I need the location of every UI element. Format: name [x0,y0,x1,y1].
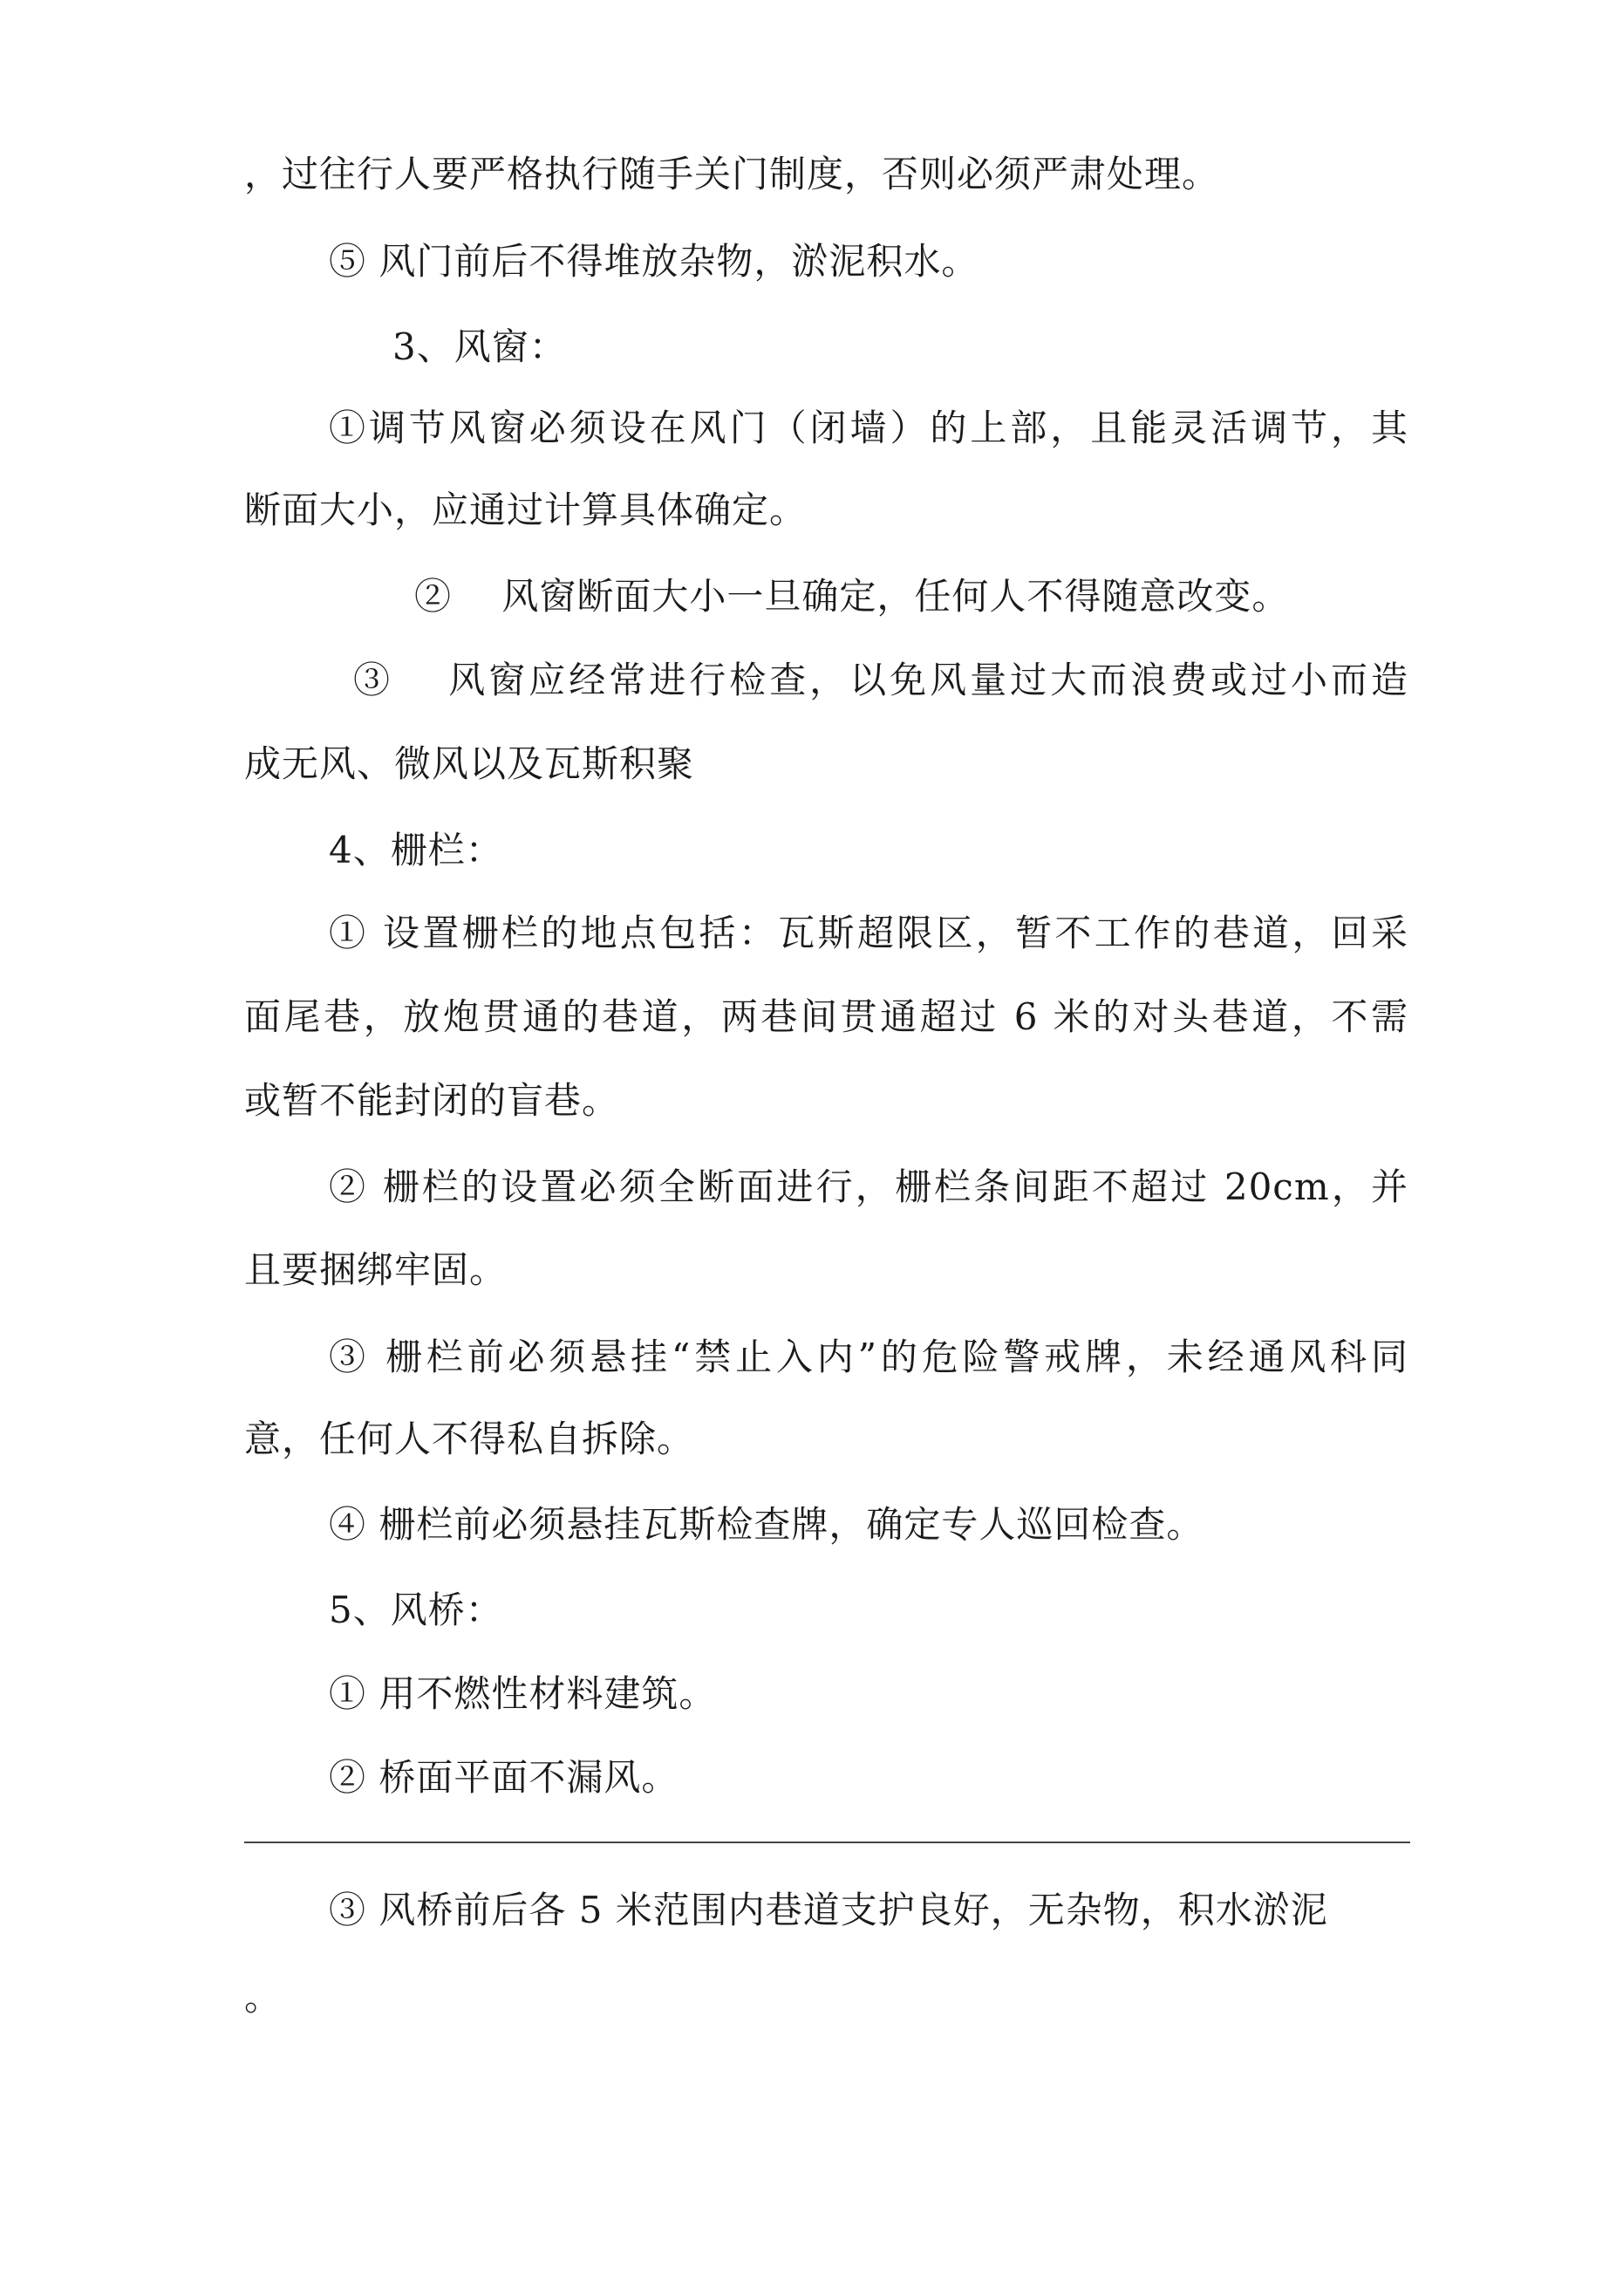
page-divider [244,1842,1410,1843]
text-line-20: ② 桥面平面不漏风。 [329,1756,679,1799]
text-line-19: ① 用不燃性材料建筑。 [329,1672,717,1715]
text-line-2: ⑤ 风门前后不得堆放杂物，淤泥积水。 [329,240,979,283]
text-line-14: 且要捆绑牢固。 [244,1248,508,1291]
text-line-21: ③ 风桥前后各 5 米范围内巷道支护良好，无杂物，积水淤泥 [329,1889,1328,1931]
section-heading-5: 5、风桥： [329,1589,503,1631]
text-line-12: 或暂不能封闭的盲巷。 [244,1079,620,1122]
text-line-7: ③ 风窗应经常进行检查，以免风量过大而浪费或过小而造 [353,659,1408,701]
text-line-6: ② 风窗断面大小一旦确定，任何人不得随意改变。 [414,575,1290,618]
text-line-10: ① 设置栅栏的地点包括：瓦斯超限区，暂不工作的巷道，回采 [329,912,1408,954]
text-line-15: ③ 栅栏前必须悬挂“禁止入内”的危险警戒牌，未经通风科同 [329,1336,1408,1378]
text-line-5: 断面大小，应通过计算具体确定。 [244,489,808,531]
text-line-17: ④ 栅栏前必须悬挂瓦斯检查牌，确定专人巡回检查。 [329,1503,1204,1546]
text-line-16: 意，任何人不得私自拆除。 [244,1418,695,1460]
text-line-13: ② 栅栏的设置必须全断面进行，栅栏条间距不超过 20cm，并 [329,1165,1408,1208]
text-line-4: ①调节风窗必须设在风门（闭墙）的上部，且能灵活调节，其 [329,407,1408,449]
text-line-1: ，过往行人要严格执行随手关门制度，否则必须严肃处理。 [244,153,1220,195]
section-heading-3: 3、风窗： [392,325,567,368]
text-line-22: 。 [244,1976,283,2019]
text-line-11: 面尾巷，放炮贯通的巷道，两巷间贯通超过 6 米的对头巷道，不需 [244,995,1408,1038]
text-line-8: 成无风、微风以及瓦斯积聚 [244,742,695,785]
section-heading-4: 4、栅栏： [329,829,503,871]
